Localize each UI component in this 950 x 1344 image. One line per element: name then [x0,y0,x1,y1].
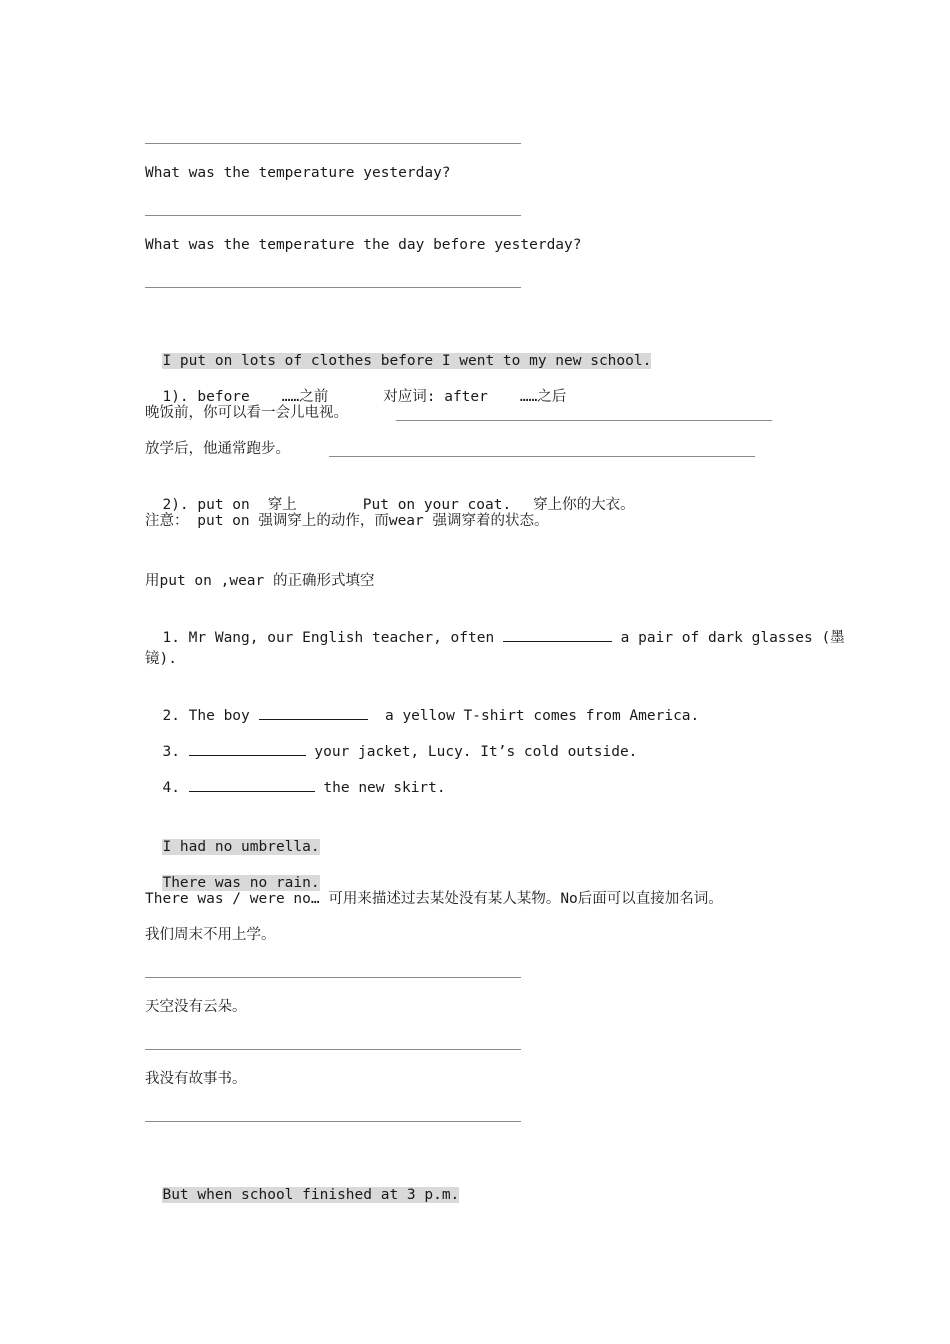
note-put-on [145,475,635,515]
exercise-item-4 [145,757,446,798]
answer-line[interactable] [145,977,521,978]
translation-prompt: 天空没有云朵。 [145,999,247,1015]
note-after-meaning: ……之后 [519,389,567,405]
answer-line[interactable] [145,287,521,288]
exercise-item-1-wrap: 镜). [145,651,177,667]
question-text: What was the temperature yesterday? [145,165,451,181]
key-sentence: I put on lots of clothes before I went to my new school. [162,353,652,369]
answer-line[interactable] [329,456,755,457]
answer-line[interactable] [145,1049,521,1050]
exercise-text: the new skirt. [323,780,446,796]
exercise-text: your jacket, Lucy. It’s cold outside. [314,744,638,760]
key-sentence: But when school finished at 3 p.m. [162,1187,460,1203]
note-before-word: 1). before [162,389,250,405]
exercise-text: 3. [162,744,180,760]
answer-line[interactable] [145,215,521,216]
fill-blank[interactable] [259,705,368,720]
fill-blank[interactable] [189,741,306,756]
answer-line[interactable] [396,420,772,421]
question-text: What was the temperature the day before yesterday? [145,237,582,253]
translation-prompt: 我们周末不用上学。 [145,927,276,943]
exercise-item-3 [145,721,637,762]
note-put-on-example: Put on your coat. [362,497,512,513]
exercise-text: a yellow T-shirt comes from America. [384,708,700,724]
key-sentence: There was no rain. [162,875,320,891]
answer-line[interactable] [145,143,521,144]
note-before-meaning: ……之前 [281,389,329,405]
answer-line[interactable] [145,1121,521,1122]
exercise-item-1 [145,607,845,648]
note-before [145,367,566,407]
translation-prompt: 放学后，他通常跑步。 [145,441,290,457]
translation-prompt: 晚饭前，你可以看一会儿电视。 [145,405,348,421]
attention-note: 注意： put on 强调穿上的动作，而wear 强调穿着的状态。 [145,513,549,529]
note-before-opposite: 对应词: after [383,389,488,405]
translation-prompt: 我没有故事书。 [145,1071,247,1087]
key-sentence: I had no umbrella. [162,839,320,855]
exercise-text: 4. [162,780,180,796]
fill-blank[interactable] [503,627,612,642]
exercise-text: 2. The boy [162,708,250,724]
key-sentence-row [145,853,320,893]
key-sentence-row [145,331,651,371]
grammar-note: There was / were no… 可用来描述过去某处没有某人某物。No后面可以直接加名词。 [145,891,723,907]
exercise-title: 用put on ,wear 的正确形式填空 [145,573,375,589]
exercise-text: a pair of dark glasses (墨 [620,630,845,646]
exercise-text: 1. Mr Wang, our English teacher, often [162,630,495,646]
note-put-on-meaning: 穿上 [267,497,297,513]
note-put-on-example-cn: 穿上你的大衣。 [533,497,635,513]
key-sentence-row [145,817,320,857]
note-put-on-word: 2). put on [162,497,250,513]
fill-blank[interactable] [189,777,315,792]
exercise-item-2 [145,685,699,726]
key-sentence-row [145,1165,459,1205]
